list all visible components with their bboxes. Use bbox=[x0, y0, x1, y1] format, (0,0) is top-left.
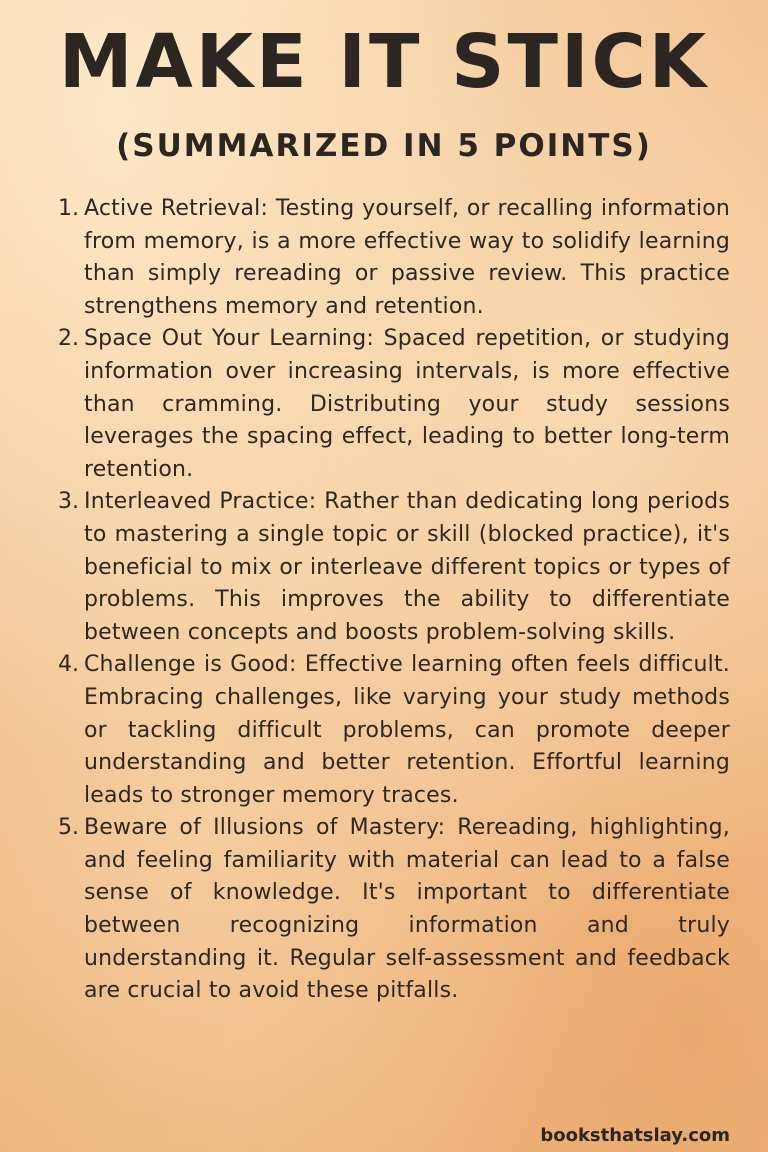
point-number: 1. bbox=[58, 196, 79, 221]
point-number: 2. bbox=[58, 326, 79, 352]
point-text: Space Out Your Learning: Spaced repetition, or studying information over increasing intervals, is more effective than cramming. Distributing your study sessions leverages the spacing effect, leading to better long-term retention. bbox=[84, 326, 730, 482]
summary-point-5 bbox=[58, 812, 730, 1008]
summary-point-3 bbox=[58, 486, 730, 649]
point-text: Active Retrieval: Testing yourself, or recalling information from memory, is a more effective way to solidify learning than simply rereading or passive review. This practice strengthens memory and retention. bbox=[84, 196, 730, 319]
point-number: 3. bbox=[58, 489, 79, 515]
point-text: Beware of Illusions of Mastery: Rereading, highlighting, and feeling familiarity with material can lead to a false sense of knowledge. It's important to differentiate between recognizing information and truly understanding it. Regular self-assessment and feedback are crucial to avoid these pitfalls. bbox=[84, 815, 730, 1004]
point-text: Interleaved Practice: Rather than dedicating long periods to mastering a single topic or skill (blocked practice), it's beneficial to mix or interleave different topics or types of problems. This improves the ability to differentiate between concepts and boosts problem-solving skills. bbox=[84, 489, 730, 645]
website-credit: booksthatslay.com bbox=[540, 1125, 730, 1146]
page-title: MAKE IT STICK bbox=[58, 19, 710, 105]
summary-points-list bbox=[58, 193, 730, 1008]
point-number: 4. bbox=[58, 652, 79, 678]
summary-point-2 bbox=[58, 323, 730, 486]
summary-point-4 bbox=[58, 649, 730, 812]
page-subtitle: (SUMMARIZED IN 5 POINTS) bbox=[116, 128, 652, 164]
summary-point-1 bbox=[58, 193, 730, 323]
point-text: Challenge is Good: Effective learning often feels difficult. Embracing challenges, like varying your study methods or tackling difficult problems, can promote deeper understanding and better retention. Effortful learning leads to stronger memory traces. bbox=[84, 652, 730, 808]
point-number: 5. bbox=[58, 815, 79, 841]
